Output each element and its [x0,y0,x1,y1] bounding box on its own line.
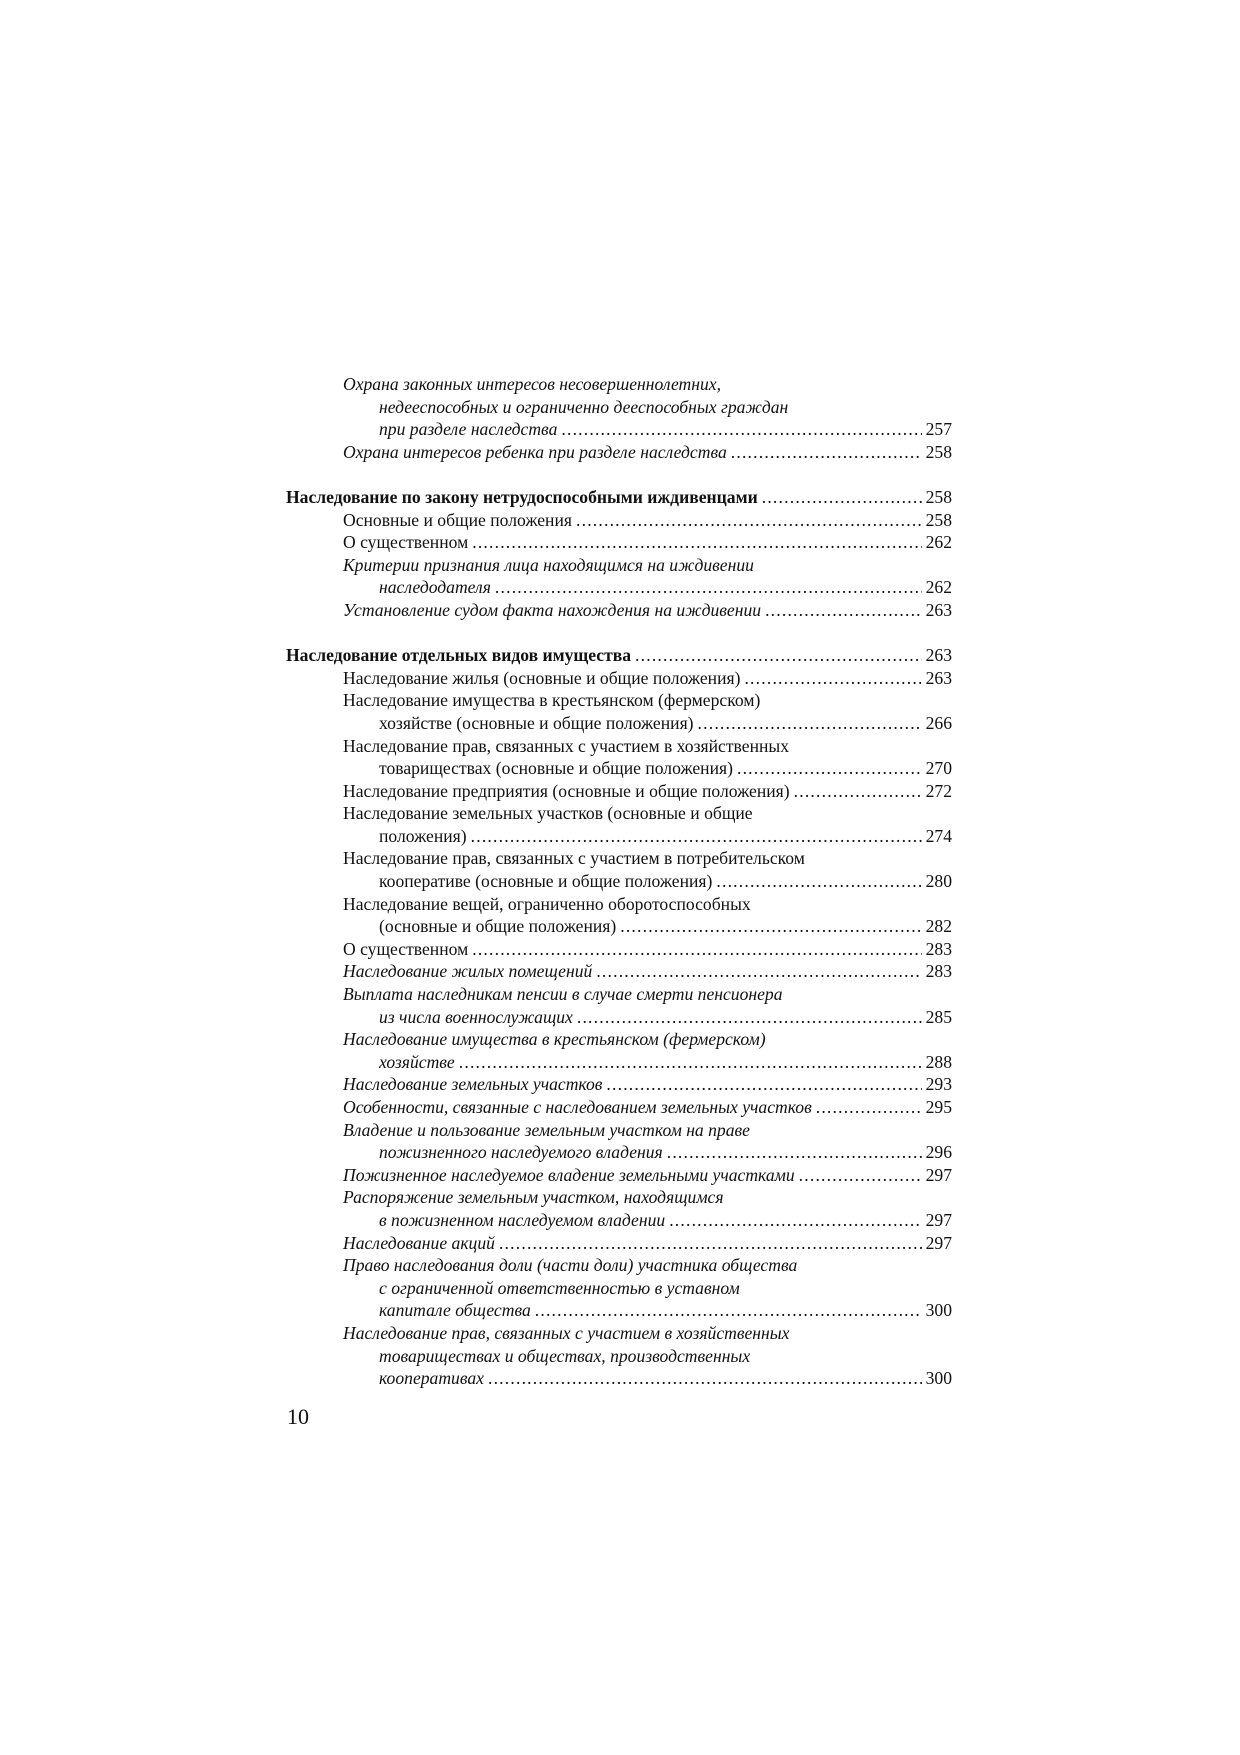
toc-entry[interactable] [286,983,952,1028]
toc-entry[interactable] [286,847,952,892]
toc-entry-title-line: Наследование имущества в крестьянском (фермерском) [343,1029,766,1050]
dot-leader [731,441,922,464]
toc-entry-page: 263 [925,645,952,666]
dot-leader [744,667,921,690]
table-of-contents [286,373,952,1390]
toc-entry-title-line: капитале общества [379,1300,531,1321]
toc-entry[interactable] [286,960,952,983]
toc-entry-page: 270 [925,758,952,779]
toc-entry[interactable] [286,1322,952,1390]
dot-leader [472,938,921,961]
toc-entry-title-line: при разделе наследства [379,419,558,440]
toc-entry-title-line: Наследование прав, связанных с участием в потребительском [343,848,805,869]
toc-entry[interactable] [286,1186,952,1231]
toc-section [286,373,952,463]
toc-entry-page: 300 [925,1368,952,1389]
toc-entry-title-line: Наследование жилых помещений [343,961,593,982]
toc-entry[interactable] [286,667,952,690]
toc-entry-title-line: в пожизненном наследуемом владении [379,1209,666,1230]
toc-entry[interactable] [286,1119,952,1164]
dot-leader [816,1096,922,1119]
toc-entry-title-line: Право наследования доли (части доли) участника общества [343,1255,798,1276]
toc-entry-title-line: Наследование жилья (основные и общие положения) [343,667,741,688]
dot-leader [577,1006,922,1029]
toc-entry-title-line: (основные и общие положения) [379,916,617,937]
section-spacer [286,463,952,486]
toc-entry[interactable] [286,486,952,509]
toc-section [286,644,952,1390]
dot-leader [762,486,922,509]
dot-leader [698,712,922,735]
toc-entry[interactable] [286,938,952,961]
toc-entry-title-line: недееспособных и ограниченно дееспособных граждан [379,396,789,417]
toc-entry[interactable] [286,531,952,554]
toc-entry[interactable] [286,1164,952,1187]
dot-leader [765,599,922,622]
toc-entry[interactable] [286,554,952,599]
dot-leader [576,509,922,532]
toc-entry-page: 282 [925,916,952,937]
toc-entry-title-line: О существенном [343,938,469,959]
toc-entry-page: 274 [925,825,952,846]
toc-entry-page: 297 [925,1164,952,1185]
dot-leader [669,1209,921,1232]
toc-entry-title-line: Наследование прав, связанных с участием в хозяйственных [343,1322,790,1343]
toc-entry-title-line: Наследование предприятия (основные и общие положения) [343,780,790,801]
dot-leader [488,1367,922,1390]
toc-entry-title-line: товариществах и обществах, производственных [379,1345,751,1366]
dot-leader [737,757,922,780]
toc-entry-title-line: Выплата наследникам пенсии в случае смерти пенсионера [343,984,783,1005]
toc-entry-title-line: Пожизненное наследуемое владение земельными участками [343,1164,795,1185]
toc-entry-title-line: Наследование акций [343,1232,495,1253]
toc-entry[interactable] [286,735,952,780]
toc-entry[interactable] [286,1028,952,1073]
toc-entry-title-line: хозяйстве [379,1051,455,1072]
toc-entry-title-line: Установление судом факта нахождения на иждивении [343,599,762,620]
toc-entry-page: 280 [925,871,952,892]
toc-entry-page: 297 [925,1232,952,1253]
dot-leader [471,825,922,848]
toc-entry-title-line: хозяйстве (основные и общие положения) [379,712,694,733]
toc-entry[interactable] [286,599,952,622]
dot-leader [635,644,922,667]
toc-entry-title-line: Наследование прав, связанных с участием в хозяйственных [343,735,790,756]
toc-entry[interactable] [286,644,952,667]
dot-leader [561,418,921,441]
toc-entry-title-line: Охрана интересов ребенка при разделе наследства [343,441,727,462]
toc-entry-page: 263 [925,599,952,620]
dot-leader [620,915,921,938]
toc-entry-title-line: Наследование земельных участков [343,1074,603,1095]
toc-entry-title-line: Охрана законных интересов несовершеннолетних, [343,374,721,394]
toc-entry[interactable] [286,1096,952,1119]
toc-entry-page: 257 [925,419,952,440]
toc-entry-page: 297 [925,1209,952,1230]
dot-leader [472,531,921,554]
toc-entry[interactable] [286,1073,952,1096]
toc-entry-title-line: Владение и пользование земельным участком на праве [343,1119,750,1140]
toc-entry-page: 293 [925,1074,952,1095]
dot-leader [495,576,922,599]
toc-entry[interactable] [286,802,952,847]
dot-leader [535,1299,922,1322]
toc-entry-title-line: из числа военнослужащих [379,1006,573,1027]
toc-entry[interactable] [286,1232,952,1255]
toc-entry-page: 258 [925,509,952,530]
toc-entry-title-line: Критерии признания лица находящимся на иждивении [343,554,754,575]
toc-entry-page: 283 [925,938,952,959]
toc-entry-page: 295 [925,1097,952,1117]
toc-entry-title-line: положения) [379,825,467,846]
toc-section [286,486,952,622]
toc-entry-title-line: Основные и общие положения [343,509,572,530]
toc-entry-title-line: Наследование отдельных видов имущества [286,645,632,666]
dot-leader [667,1141,922,1164]
dot-leader [606,1073,921,1096]
toc-entry-page: 288 [925,1051,952,1072]
toc-entry-page: 283 [925,961,952,982]
toc-entry-title-line: наследодателя [379,577,491,598]
dot-leader [799,1164,922,1187]
toc-entry-page: 285 [925,1006,952,1027]
toc-entry-page: 300 [925,1300,952,1321]
toc-entry-title-line: Наследование земельных участков (основные и общие [343,803,753,824]
toc-entry[interactable] [286,1254,952,1322]
dot-leader [499,1232,922,1255]
toc-entry-page: 263 [925,667,952,688]
toc-entry-title-line: пожизненного наследуемого владения [379,1142,663,1163]
toc-entry-page: 262 [925,532,952,553]
dot-leader [459,1051,922,1074]
toc-entry-page: 262 [925,577,952,598]
section-spacer [286,622,952,645]
toc-entry-title-line: Наследование имущества в крестьянском (фермерском) [343,690,761,711]
dot-leader [794,780,922,803]
toc-entry-title-line: с ограниченной ответственностью в уставном [379,1277,740,1298]
toc-entry-title-line: О существенном [343,532,469,553]
toc-entry-title-line: кооперативах [379,1368,484,1389]
toc-entry-page: 272 [925,780,952,801]
toc-entry-page: 266 [925,712,952,733]
toc-entry[interactable] [286,893,952,938]
toc-entry[interactable] [286,509,952,532]
toc-entry-page: 258 [925,441,952,462]
toc-entry[interactable] [286,780,952,803]
toc-entry[interactable] [286,373,952,441]
toc-entry-title-line: кооперативе (основные и общие положения) [379,871,713,892]
toc-entry[interactable] [286,441,952,464]
toc-entry-title-line: товариществах (основные и общие положения) [379,758,733,779]
toc-entry[interactable] [286,689,952,734]
toc-entry-title-line: Распоряжение земельным участком, находящимся [343,1187,724,1208]
dot-leader [596,960,921,983]
toc-entry-title-line: Наследование по закону нетрудоспособными иждивенцами [286,486,758,507]
dot-leader [716,870,921,893]
page-number: 10 [287,1404,309,1429]
toc-entry-title-line: Наследование вещей, ограниченно оборотоспособных [343,893,751,914]
toc-entry-page: 258 [925,486,952,507]
toc-entry-title-line: Особенности, связанные с наследованием земельных участков [343,1097,812,1117]
toc-entry-page: 296 [925,1142,952,1163]
